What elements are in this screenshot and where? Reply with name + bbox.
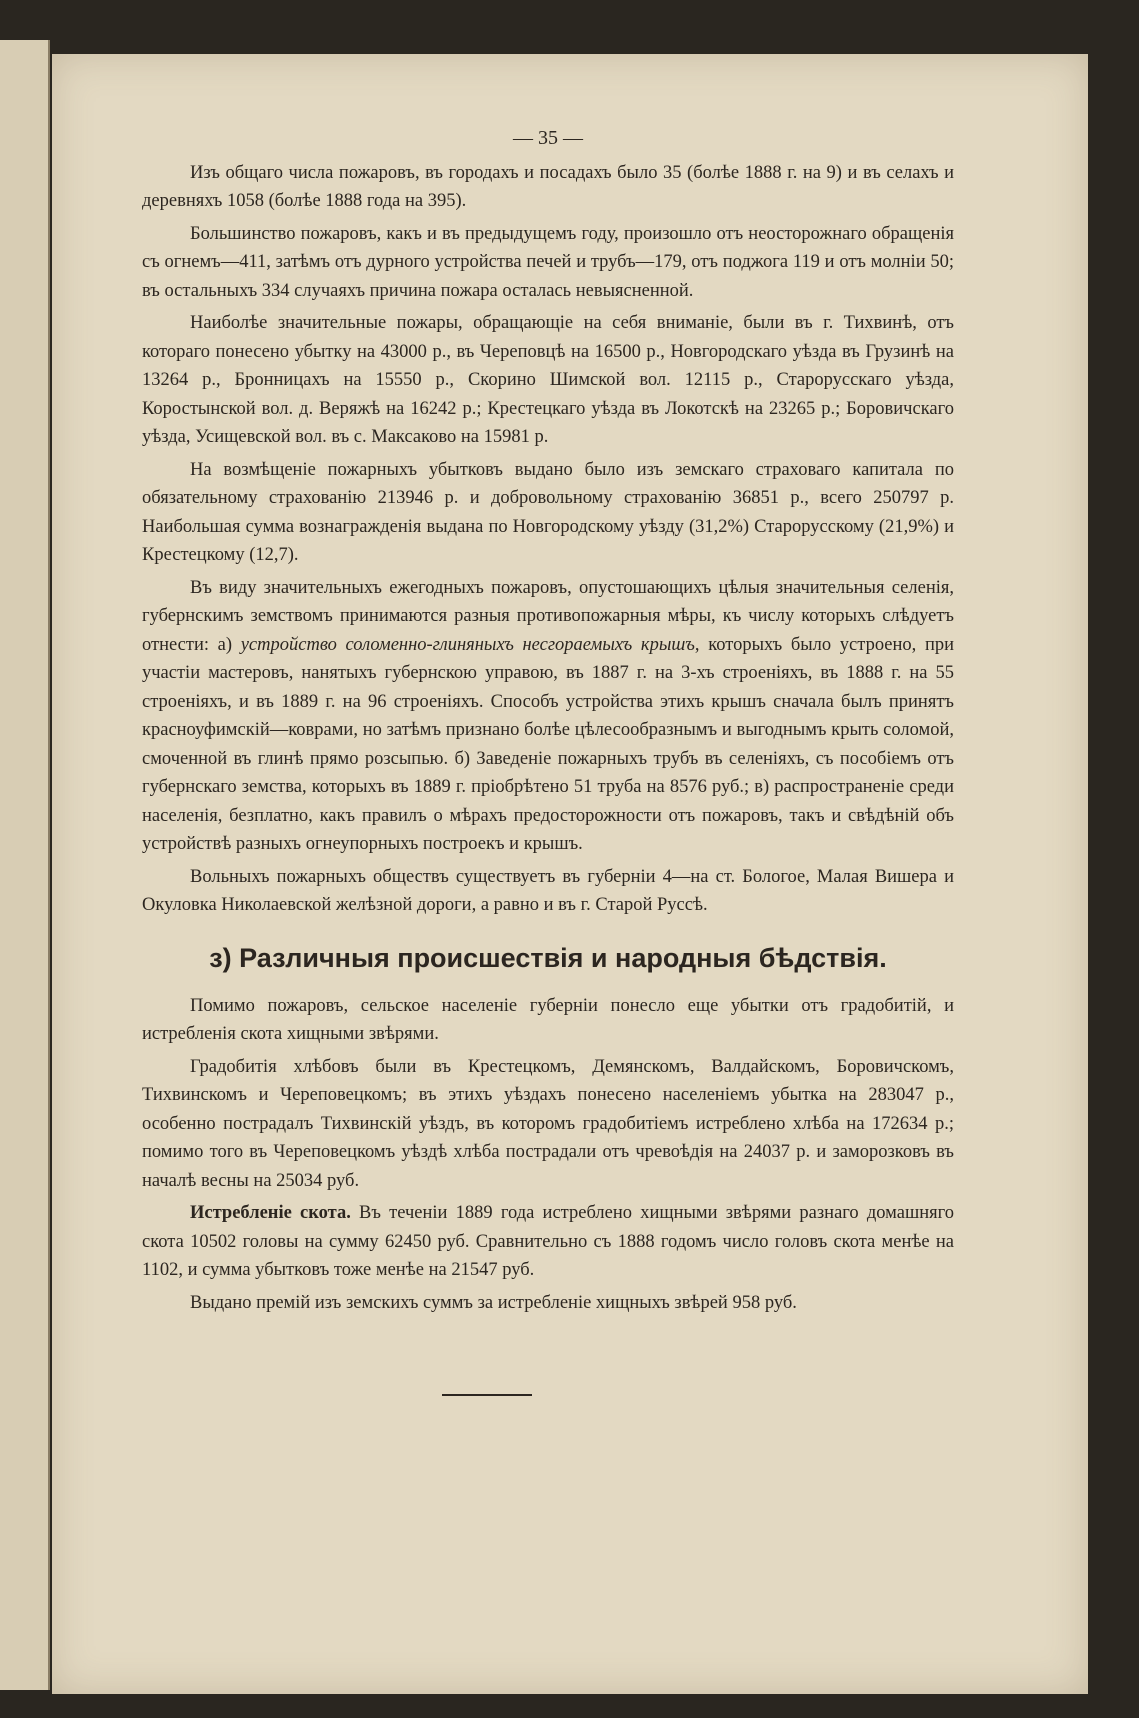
- end-rule: [442, 1394, 532, 1396]
- paragraph-compensation: На возмѣщеніе пожарныхъ убытковъ выдано было изъ земскаго страховаго капитала по обязательному страхованію 213946 р. и добровольному страхованію 36851 р., всего 250797 р. Наибольшая сумма вознагражденія выдана по Новгородскому уѣзду (31,2%) Старорусскому (21,9%) и Крестецкому (12,7).: [142, 459, 954, 565]
- measures-text-start: Въ виду значительныхъ ежегодныхъ пожаровъ, опустошающихъ цѣлыя значительныя селенія, губернскимъ земствомъ принимаются разныя противопожарныя мѣры, къ числу которыхъ слѣдуетъ отнести: а): [142, 577, 954, 655]
- paragraph-major-fires: Наиболѣе значительные пожары, обращающіе на себя вниманіе, были въ г. Тихвинѣ, отъ котораго понесено убытку на 43000 р., въ Череповцѣ на 16500 р., Новгородскаго уѣзда въ Грузинѣ на 13264 р., Бронницахъ на 15550 р., Скорино Шимской вол. 12115 р., Старорусскаго уѣзда, Коростынской вол. д. Веряжѣ на 16242 р.; Крестецкаго уѣзда въ Локотскѣ на 23265 р.; Боровичскаго уѣзда, Усищевской вол. въ с. Максаково на 15981 р.: [142, 313, 954, 447]
- book-page: [52, 54, 1088, 1694]
- section-heading: з) Различныя происшествія и народныя бѣдствія.: [209, 942, 887, 973]
- paragraph-fires-count: Изъ общаго числа пожаровъ, въ городахъ и посадахъ было 35 (болѣе 1888 г. на 9) и въ селахъ и деревняхъ 1058 (болѣе 1888 года на 395).: [142, 162, 954, 211]
- page-number: — 35 —: [513, 127, 583, 149]
- paragraph-fire-measures: [142, 574, 954, 859]
- measures-italic-roofs: устройство соломенно-глиняныхъ несгораемыхъ крышъ: [240, 634, 695, 655]
- paragraph-bounties: Выдано премій изъ земскихъ суммъ за истребленіе хищныхъ звѣрей 958 руб.: [190, 1292, 797, 1313]
- paragraph-volunteer-brigades: Вольныхъ пожарныхъ обществъ существуетъ въ губерніи 4—на ст. Бологое, Малая Вишера и Окуловка Николаевской желѣзной дороги, а равно и въ г. Старой Руссѣ.: [142, 866, 954, 915]
- paragraph-losses-intro: Помимо пожаровъ, сельское населеніе губерніи понесло еще убытки отъ градобитій, и истребленія скота хищными звѣрями.: [142, 995, 954, 1044]
- paragraph-cattle: [142, 1199, 954, 1285]
- paragraph-fire-causes: Большинство пожаровъ, какъ и въ предыдущемъ году, произошло отъ неосторожнаго обращенія съ огнемъ—411, затѣмъ отъ дурного устройства печей и трубъ—179, отъ поджога 119 и отъ молніи 50; въ остальныхъ 334 случаяхъ причина пожара осталась невыясненной.: [142, 223, 954, 301]
- adjacent-page-edge: [0, 40, 50, 1690]
- cattle-text: Въ теченіи 1889 года истреблено хищными звѣрями разнаго домашняго скота 10502 головы на сумму 62450 руб. Сравнительно съ 1888 годомъ число головъ скота менѣе на 1102, и сумма убытковъ тоже менѣе на 21547 руб.: [142, 1203, 955, 1280]
- measures-text-end: , которыхъ было устроено, при участіи мастеровъ, нанятыхъ губернскою управою, въ 1887 г. на 3-хъ строеніяхъ, въ 1888 г. на 55 строеніяхъ, и въ 1889 г. на 96 строеніяхъ. Способъ устройства этихъ крышъ сначала былъ принятъ красноуфимскій—коврами, но затѣмъ признано болѣе цѣлесообразнымъ и выгоднымъ крыть соломой, смоченной въ глинѣ прямо розсыпью. б) Заведеніе пожарныхъ трубъ въ селеніяхъ, съ пособіемъ отъ губернскаго земства, которыхъ въ 1889 г. пріобрѣтено 51 труба на 8576 руб.; в) распространеніе среди населенія, безплатно, какъ правилъ о мѣрахъ предосторожности отъ пожаровъ, такъ и свѣдѣній объ устройствѣ разныхъ огнеупорныхъ построекъ и крышъ.: [142, 634, 955, 854]
- page-text: [142, 124, 954, 1321]
- paragraph-hail: Градобитія хлѣбовъ были въ Крестецкомъ, Демянскомъ, Валдайскомъ, Боровичскомъ, Тихвинскомъ и Череповецкомъ; въ этихъ уѣздахъ понесено населеніемъ убытка на 283047 р., особенно пострадалъ Тихвинскій уѣздъ, въ которомъ градобитіемъ истреблено хлѣба на 172634 р.; помимо того въ Череповецкомъ уѣздѣ хлѣба пострадали отъ чревоѣдія на 24037 р. и заморозковъ въ началѣ весны на 25034 руб.: [142, 1056, 954, 1191]
- cattle-heading: Истребленіе скота.: [190, 1203, 351, 1223]
